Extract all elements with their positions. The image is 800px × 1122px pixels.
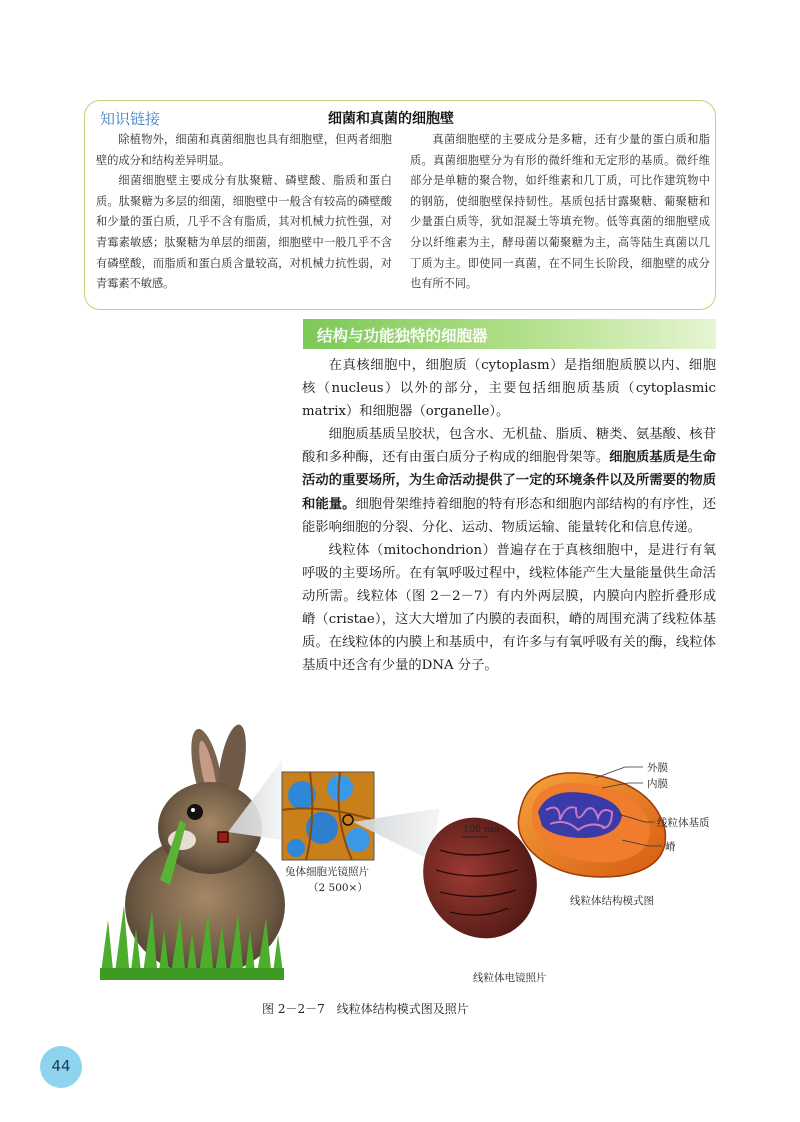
main-text: [302, 354, 716, 677]
mitochondrion-model: [518, 773, 665, 877]
knowledge-right-paragraph: 真菌细胞壁的主要成分是多糖，还有少量的蛋白质和脂质。真菌细胞壁分为有形的微纤维和无定形的基质。微纤维部分是单糖的聚合物，如纤维素和几丁质，可比作建筑物中的钢筋，使细胞壁保持韧性。基质包括甘露聚糖、葡聚糖和少量蛋白质等，犹如混凝土等填充物。低等真菌的细胞壁成分以纤维素为主，酵母菌以葡聚糖为主，高等陆生真菌以几丁质为主。即使同一真菌，在不同生长阶段，细胞壁的成分也有所不同。: [410, 133, 710, 291]
label-outer-membrane: 外膜: [647, 762, 668, 774]
knowledge-left-paragraph: 细菌细胞壁主要成分有肽聚糖、磷壁酸、脂质和蛋白质。肽聚糖为多层的细菌，细胞壁中一般含有较高的磷壁酸和少量的蛋白质，几乎不含有脂质，其对机械力抗性强，对青霉素敏感；肽聚糖为单层的细菌，细胞壁中一般几乎不含有磷壁酸，而脂质和蛋白质含量较高，对机械力抗性弱，对青霉素不敏感。: [96, 174, 392, 291]
caption-model: 线粒体结构模式图: [570, 895, 654, 907]
section-header: [303, 319, 716, 349]
figure-caption: 图 2－2－7 线粒体结构模式图及照片: [262, 1002, 469, 1016]
paragraph-mitochondrion: 线粒体（mitochondrion）普遍存在于真核细胞中，是进行有氧呼吸的主要场所。在有氧呼吸过程中，线粒体能产生大量能量供生命活动所需。线粒体（图 2－2－7）有内外两层膜，内膜向内腔折叠形成嵴（cristae），这大大增加了内膜的表面积，嵴的周围充满了线粒体基质。在线粒体的内膜上和基质中，有许多与有氧呼吸有关的酶，线粒体基质中还含有少量的DNA 分子。: [302, 542, 716, 674]
figure-mitochondrion: [90, 700, 710, 1000]
caption-magnification: （2 500×）: [308, 882, 368, 894]
caption-light-micrograph: 兔体细胞光镜照片: [285, 866, 369, 878]
page-number-badge: [40, 1046, 82, 1088]
paragraph-cytoplasm: 在真核细胞中，细胞质（cytoplasm）是指细胞质膜以内、细胞核（nucleus）以外的部分，主要包括细胞质基质（cytoplasmic matrix）和细胞器（organelle）。: [302, 358, 716, 420]
light-micrograph: [282, 772, 374, 860]
label-inner-membrane: 内膜: [647, 778, 668, 790]
label-scale: 100 nm: [463, 824, 500, 835]
knowledge-left-column: [96, 130, 392, 295]
label-cristae: 嵴: [665, 841, 676, 853]
label-matrix: 线粒体基质: [657, 817, 710, 829]
paragraph-matrix-bold: 细胞质基质是生命活动的重要场所，为生命活动提供了一定的环境条件以及所需要的物质和能量。: [302, 450, 717, 512]
paragraph-matrix-text-b: 细胞骨架维持着细胞的特有形态和细胞内部结构的有序性，还能影响细胞的分裂、分化、运动、物质运输、能量转化和信息传递。: [302, 496, 717, 535]
knowledge-link-title: 细菌和真菌的细胞壁: [328, 111, 454, 127]
paragraph-matrix: [302, 423, 716, 538]
caption-electron-micrograph: 线粒体电镜照片: [473, 972, 547, 984]
knowledge-link-tag: 知识链接: [100, 110, 161, 128]
paragraph-matrix-text-a: 细胞质基质呈胶状，包含水、无机盐、脂质、糖类、氨基酸、核苷酸和多种酶，还有由蛋白质分子构成的细胞骨架等。: [302, 427, 716, 466]
page-number: 44: [51, 1057, 71, 1075]
section-title: 结构与功能独特的细胞器: [317, 327, 488, 345]
figure-illustration: [90, 700, 710, 1000]
knowledge-right-column: [410, 130, 710, 295]
knowledge-left-paragraph: 除植物外，细菌和真菌细胞也具有细胞壁，但两者细胞壁的成分和结构差异明显。: [96, 133, 392, 167]
